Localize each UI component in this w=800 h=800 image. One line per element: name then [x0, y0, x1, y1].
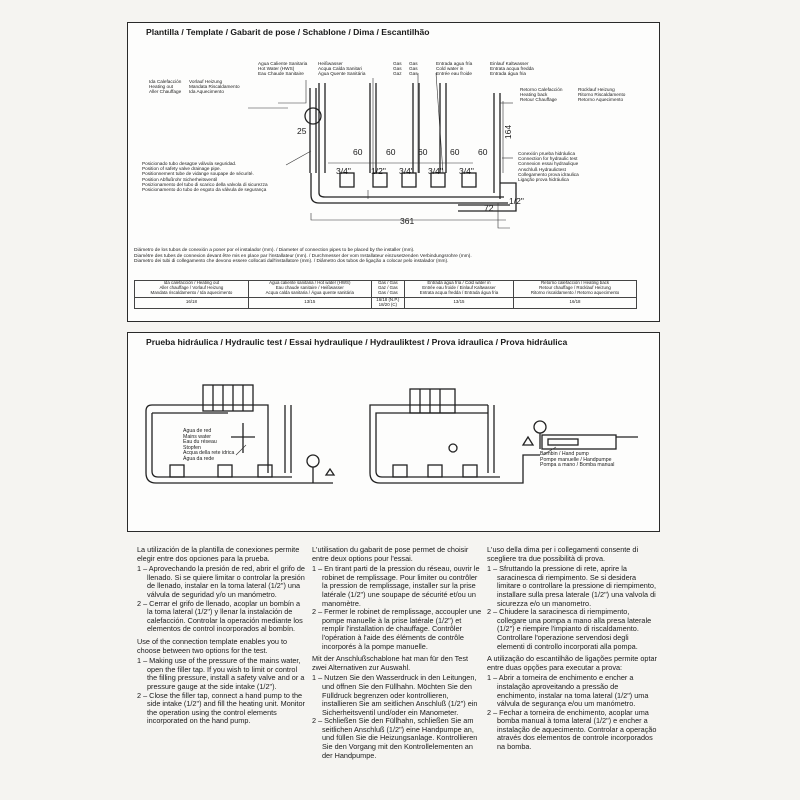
list-item: 2 – Fechar a torneira de enchimento, acoplar uma bomba manual à toma lateral (1/2") e encher a instalação de aquecimento. Controlar a operação através dos elementos de controle incorporados na bomba. — [487, 707, 657, 752]
pipe-size-1: 3/4" — [336, 166, 351, 176]
intro-en: Use of the connection template enables you to choose between two options for the test. — [137, 636, 288, 655]
dim-361: 361 — [400, 216, 415, 226]
table-header-cell: Ida calefacción / Heating out Aller chauffage / Vorlauf Heizung Mandata riscaldamento / Ida aquecimento — [135, 281, 249, 298]
cold-water-label-b: Einlauf Kaltwasser Entrata acqua fredda Entrada água fria — [490, 61, 534, 77]
dim-60-5: 60 — [478, 147, 488, 157]
table-cell: 16/18 — [514, 297, 637, 309]
table-row — [135, 281, 637, 298]
table-cell: 16/18 — [135, 297, 249, 309]
template-panel — [127, 22, 660, 322]
cold-water-label: Entrada agua fría Cold water in Entrée eau froide — [436, 61, 473, 77]
steps-de — [312, 674, 482, 760]
template-title: Plantilla / Template / Gabarit de pose / Schablone / Dima / Escantilhão — [146, 27, 430, 37]
instructions-col-2 — [312, 546, 482, 760]
gas-label-b: Gas Gas Gas — [409, 61, 418, 77]
hot-water-label: Agua Caliente Sanitaria Hot Water (HWS) Eau Chaude Sanitaire — [258, 61, 308, 77]
list-item: 1 – Abrir a torneira de enchimento e encher a instalação aproveitando a pressão de enchimento, instalar na toma lateral (1/2") uma válvula de segurança e/ou um manómetro. — [487, 673, 649, 709]
table-header-cell: Gas / Gas Gaz / Gas Gas / Gas — [371, 281, 404, 298]
list-item: 1 – Nutzen Sie den Wasserdruck in den Leitungen, und öffnen Sie den Füllhahn. Möchten Sie den Fülldruck begrenzen oder kontrollieren, installieren Sie am seitlichen Anschluß (1/2") ein Sicherheitsventil und/oder ein Manometer. — [312, 673, 478, 717]
list-item: 2 – Schließen Sie den Füllhahn, schließen Sie am seitlichen Anschluß (1/2") eine Handpumpe an, und füllen Sie die Heizungsanlage. Kontrollieren Sie den Vorgang mit den Kontrollelementen an der Handpumpe. — [312, 716, 478, 760]
list-item: 1 – Aprovechando la presión de red, abrir el grifo de llenado. Si se quiere limitar o controlar la presión de llenado, instalar en la toma lateral (1/2") una válvula de seguridad y/o un manómetro. — [137, 564, 305, 599]
table-cell: 16/18 (N.P.) 18/20 (C) — [371, 297, 404, 309]
dim-164: 164 — [503, 124, 514, 140]
list-item: 2 – Close the filler tap, connect a hand pump to the side intake (1/2") and fill the heating unit. Monitor the operation using the control elements incorporated on the hand pump. — [137, 690, 305, 726]
instructions-col-3 — [487, 546, 657, 752]
pipe-diameter-table — [134, 280, 637, 309]
intro-es: La utilización de la plantilla de conexiones permite elegir entre dos opciones para la prueba. — [137, 545, 300, 563]
diameter-note: Diámetro de los tubos de conexión a poner por el instalador (mm). / Diameter of connection pipes to be placed by the installer (mm). Diamètre des tubes de connexion devant être mis en place par l'installateur (mm). / Durchmesser der vom Installateur einzusetzenden Verbindungsrohre (mm). Diametro dei tubi di collegamento che devono essere collocati dall'installatore (mm). / Diâmetro dos tubos de ligação a colocar pelo instalador (mm). — [134, 248, 472, 265]
dim-25: 25 — [297, 126, 307, 136]
dim-60-1: 60 — [353, 147, 363, 157]
hot-water-label-b: Heißwasser Acqua Calda Sanitari Água Quente Sanitária — [318, 61, 366, 77]
steps-es — [137, 565, 307, 634]
table-header-cell: Entrada agua fría / Cold water in Entrée eau froide / Einlauf Kaltwasser Entrata acqua fredda / Entrada água fria — [404, 281, 513, 298]
table-cell: 13/15 — [404, 297, 513, 309]
dim-60-3: 60 — [418, 147, 428, 157]
pipe-size-4: 3/4" — [428, 166, 443, 176]
intro-de: Mit der Anschlußschablone hat man für den Test zwei Alternativen zur Auswahl. — [312, 654, 469, 672]
hand-pump-label: Bombin / Hand pump Pompe manuelle / Handpumpe Pompa a mano / Bomba manual — [540, 451, 615, 469]
steps-pt — [487, 674, 657, 751]
heating-back-label-b: Rücklauf Heizung Ritorno Riscaldamento Retorno Aquecimento — [578, 87, 626, 103]
list-item: 2 – Chiudere la saracinesca di riempimento, collegare una pompa a mano alla presa laterale (1/2") e riempire l'impianto di riscaldamento. Controllare l'operazione servendosi degli elementi di controllo incorporati alla pompa. — [487, 607, 652, 651]
gas-label: Gas Gas Gaz — [393, 61, 402, 77]
pipe-size-5: 3/4" — [459, 166, 474, 176]
table-header-cell: Agua caliente sanitaria / Hot water (HWS) Eau chaude sanitaire / Heißwasser Acqua calda sanitaria / Água quente sanitária — [248, 281, 371, 298]
dim-72: 72 — [484, 203, 494, 213]
heating-out-label-b: Vorlauf Heizung Mandata Riscaldamento Ida Aquecimento — [189, 79, 240, 95]
dim-60-2: 60 — [386, 147, 396, 157]
table-row — [135, 297, 637, 309]
steps-fr — [312, 565, 482, 651]
intro-it: L'uso della dima per i collegamenti consente di scegliere tra due possibilità di prova. — [487, 545, 639, 563]
pipe-size-side: 1/2" — [509, 196, 524, 206]
list-item: 1 – En tirant parti de la pression du réseau, ouvrir le robinet de remplissage. Pour limiter ou contrôler la pression de remplissage, installer sur la prise latérale (1/2") une soupape de sécurité et/ou un manomètre. — [312, 564, 480, 608]
steps-en — [137, 657, 307, 726]
list-item: 2 – Fermer le robinet de remplissage, accoupler une pompe manuelle à la prise latérale (1/2") et remplir l'installation de chauffage. Contrôler l'opération à l'aide des éléments de contrôle incorporés à la pompe manuelle. — [312, 607, 482, 651]
pipe-size-2: 1/2" — [371, 166, 386, 176]
intro-fr: L'utilisation du gabarit de pose permet de choisir entre deux options pour l'essai. — [312, 545, 469, 563]
installation-template-diagram — [128, 23, 661, 263]
heating-back-label: Retorno Calefacción Heating back Retour Chauffage — [520, 87, 563, 103]
instructions-col-1 — [137, 546, 307, 726]
list-item: 1 – Making use of the pressure of the mains water, open the filler tap. If you wish to limit or control the filling pressure, install a safety valve and or a pressure gauge at the side intake (1/2"). — [137, 656, 305, 691]
hydraulic-test-panel — [127, 332, 660, 532]
pipe-size-3: 3/4" — [399, 166, 414, 176]
table-header-cell: Retorno calefacción / Heating back Retour chauffage / Rücklauf Heizung Ritorno riscaldamento / Retorno aquecimento — [514, 281, 637, 298]
table-cell: 13/15 — [248, 297, 371, 309]
dim-60-4: 60 — [450, 147, 460, 157]
drain-valve-label: Posicionado tubo desagüe válvula seguridad. Position of safety valve drainage pipe. Positionnement tube de vidange soupape de sécurité. Position Abflußrohr Sicherheitsventil Posizionamento del tubo di scarico della valvola di sicurezza Posicionamento do tubo de esgoto da válvula de segurança — [142, 161, 268, 193]
intro-pt: A utilização do escantilhão de ligações permite optar entre duas opções para executar a prova: — [487, 654, 657, 672]
mains-water-label: Agua de red Mains water Eau du réseau Stopfen Acqua della rete idrica Água da rede — [183, 428, 235, 462]
steps-it — [487, 565, 657, 651]
list-item: 2 – Cerrar el grifo de llenado, acoplar un bombín a la toma lateral (1/2") y llenar la instalación de calefacción. Controlar la operación mediante los elementos de control incorporados al bombín. — [137, 598, 303, 634]
hydraulic-test-title: Prueba hidráulica / Hydraulic test / Essai hydraulique / Hydrauliktest / Prova idraulica / Prova hidráulica — [146, 337, 568, 347]
list-item: 1 – Sfruttando la pressione di rete, aprire la saracinesca di riempimento. Se si desidera limitare o controllare la pressione di riempimento, installare sulla presa laterale (1/2") una valvola di sicurezza e/o un manometro. — [487, 564, 656, 608]
hydraulic-test-connection-label: Conexión prueba hidráulica Connection for hydraulic test Connexion essai hydraulique Anschluß Hydraulictest Collegamento prova idraulica Ligação prova hidráulica — [518, 151, 579, 183]
heating-out-label: Ida Calefacción Heating out Aller Chauffage — [149, 79, 182, 95]
